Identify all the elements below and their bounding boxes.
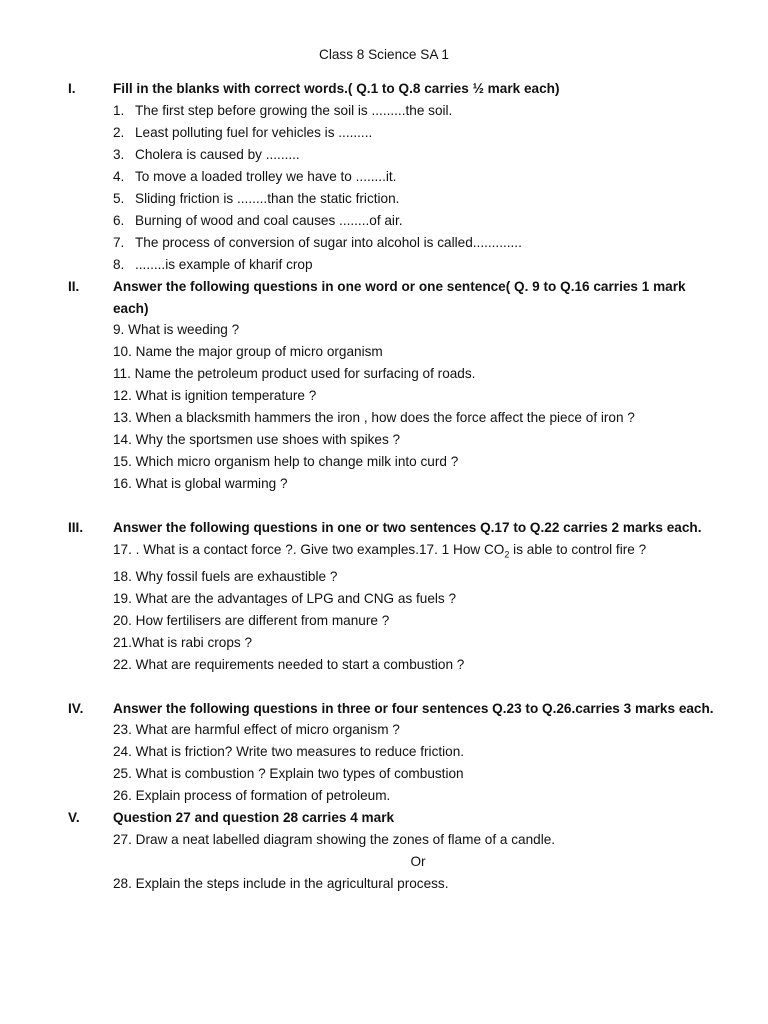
section-numeral: III. [68,520,84,536]
question-text: 18. Why fossil fuels are exhaustible ? [113,568,338,584]
question-item [113,188,755,210]
question-text: 14. Why the sportsmen use shoes with spikes ? [113,432,401,448]
question-list [0,719,768,807]
question-text: To move a loaded trolley we have to ........it. [135,168,397,184]
question-text: 21.What is rabi crops ? [113,634,253,650]
question-item [113,610,733,632]
question-item [113,719,733,741]
question-text: Sliding friction is ........than the static friction. [135,190,400,206]
section-3 [0,517,768,697]
question-text: 23. What are harmful effect of micro organism ? [113,722,400,738]
question-item [113,873,733,895]
question-item [113,363,733,385]
question-text: 13. When a blacksmith hammers the iron , how does the force affect the piece of iron ? [113,410,635,426]
question-item [113,254,755,276]
question-text: 24. What is friction? Write two measures to reduce friction. [113,744,465,760]
question-text: The first step before growing the soil is .........the soil. [135,102,453,118]
question-number: 8. [113,256,125,272]
question-item [113,829,733,851]
question-text: ........is example of kharif crop [135,256,313,272]
section-4 [0,698,768,808]
question-text: 27. Draw a neat labelled diagram showing the zones of flame of a candle. [113,832,556,848]
section-heading: Answer the following questions in one word or one sentence( Q. 9 to Q.16 carries 1 mark each) [113,278,686,316]
question-text: 26. Explain process of formation of petroleum. [113,788,391,804]
question-list [0,100,768,276]
question-text: 28. Explain the steps include in the agricultural process. [113,876,449,892]
question-text: 11. Name the petroleum product used for surfacing of roads. [113,366,476,382]
question-item [113,341,733,363]
section-heading: Fill in the blanks with correct words.( Q.1 to Q.8 carries ½ mark each) [113,81,560,96]
question-text: 15. Which micro organism help to change milk into curd ? [113,454,459,470]
question-item [113,122,755,144]
section-numeral: IV. [68,700,84,716]
question-item [113,539,733,566]
question-item [113,588,733,610]
question-text: 25. What is combustion ? Explain two types of combustion [113,766,464,782]
question-text: 16. What is global warming ? [113,476,288,492]
question-item [113,785,733,807]
question-item [113,763,733,785]
question-item [113,741,733,763]
question-text: 22. What are requirements needed to start a combustion ? [113,656,465,672]
blank-line [0,495,768,517]
question-item [113,429,733,451]
section-numeral: V. [68,810,80,826]
question-text: 9. What is weeding ? [113,322,240,338]
question-item [113,100,755,122]
question-text: Cholera is caused by ......... [135,146,300,162]
question-number: 3. [113,146,125,162]
question-item [113,566,733,588]
section-heading: Question 27 and question 28 carries 4 mark [113,810,395,826]
question-text: The process of conversion of sugar into alcohol is called............. [135,234,522,250]
question-number: 6. [113,212,125,228]
subscript: 2 [504,549,510,560]
question-item [113,319,733,341]
question-text: Least polluting fuel for vehicles is ......... [135,124,373,140]
question-text: 12. What is ignition temperature ? [113,388,317,404]
question-list [0,539,768,676]
question-item [113,232,755,254]
section-numeral: II. [68,278,80,294]
question-item [113,451,733,473]
question-item [113,632,733,654]
question-text: 17. . What is a contact force ?. Give two examples.17. 1 How CO [113,541,505,557]
question-item [113,166,755,188]
section-heading: Answer the following questions in one or two sentences Q.17 to Q.22 carries 2 marks each. [113,520,702,536]
question-item [113,654,733,676]
question-item [113,473,733,495]
question-sections [0,78,768,895]
question-text-tail: is able to control fire ? [509,541,647,557]
question-item [113,385,733,407]
question-text: 10. Name the major group of micro organism [113,344,383,360]
section-2 [0,276,768,517]
question-text: Burning of wood and coal causes ........of air. [135,212,403,228]
section-numeral: I. [68,81,76,96]
question-list [0,829,768,895]
question-text: 20. How fertilisers are different from manure ? [113,612,390,628]
question-number: 4. [113,168,125,184]
question-text: 19. What are the advantages of LPG and CNG as fuels ? [113,590,457,606]
page-title: Class 8 Science SA 1 [319,47,449,62]
question-item [113,407,733,429]
or-separator [113,851,723,873]
question-number: 1. [113,102,125,118]
question-number: 7. [113,234,125,250]
question-list [0,319,768,495]
section-5 [0,807,768,895]
question-item [113,210,755,232]
question-item [113,144,755,166]
question-number: 5. [113,190,125,206]
section-1 [0,78,768,276]
blank-line [0,676,768,698]
question-number: 2. [113,124,125,140]
question-text: Or [410,854,426,870]
section-heading: Answer the following questions in three or four sentences Q.23 to Q.26.carries 3 marks each. [113,700,714,716]
